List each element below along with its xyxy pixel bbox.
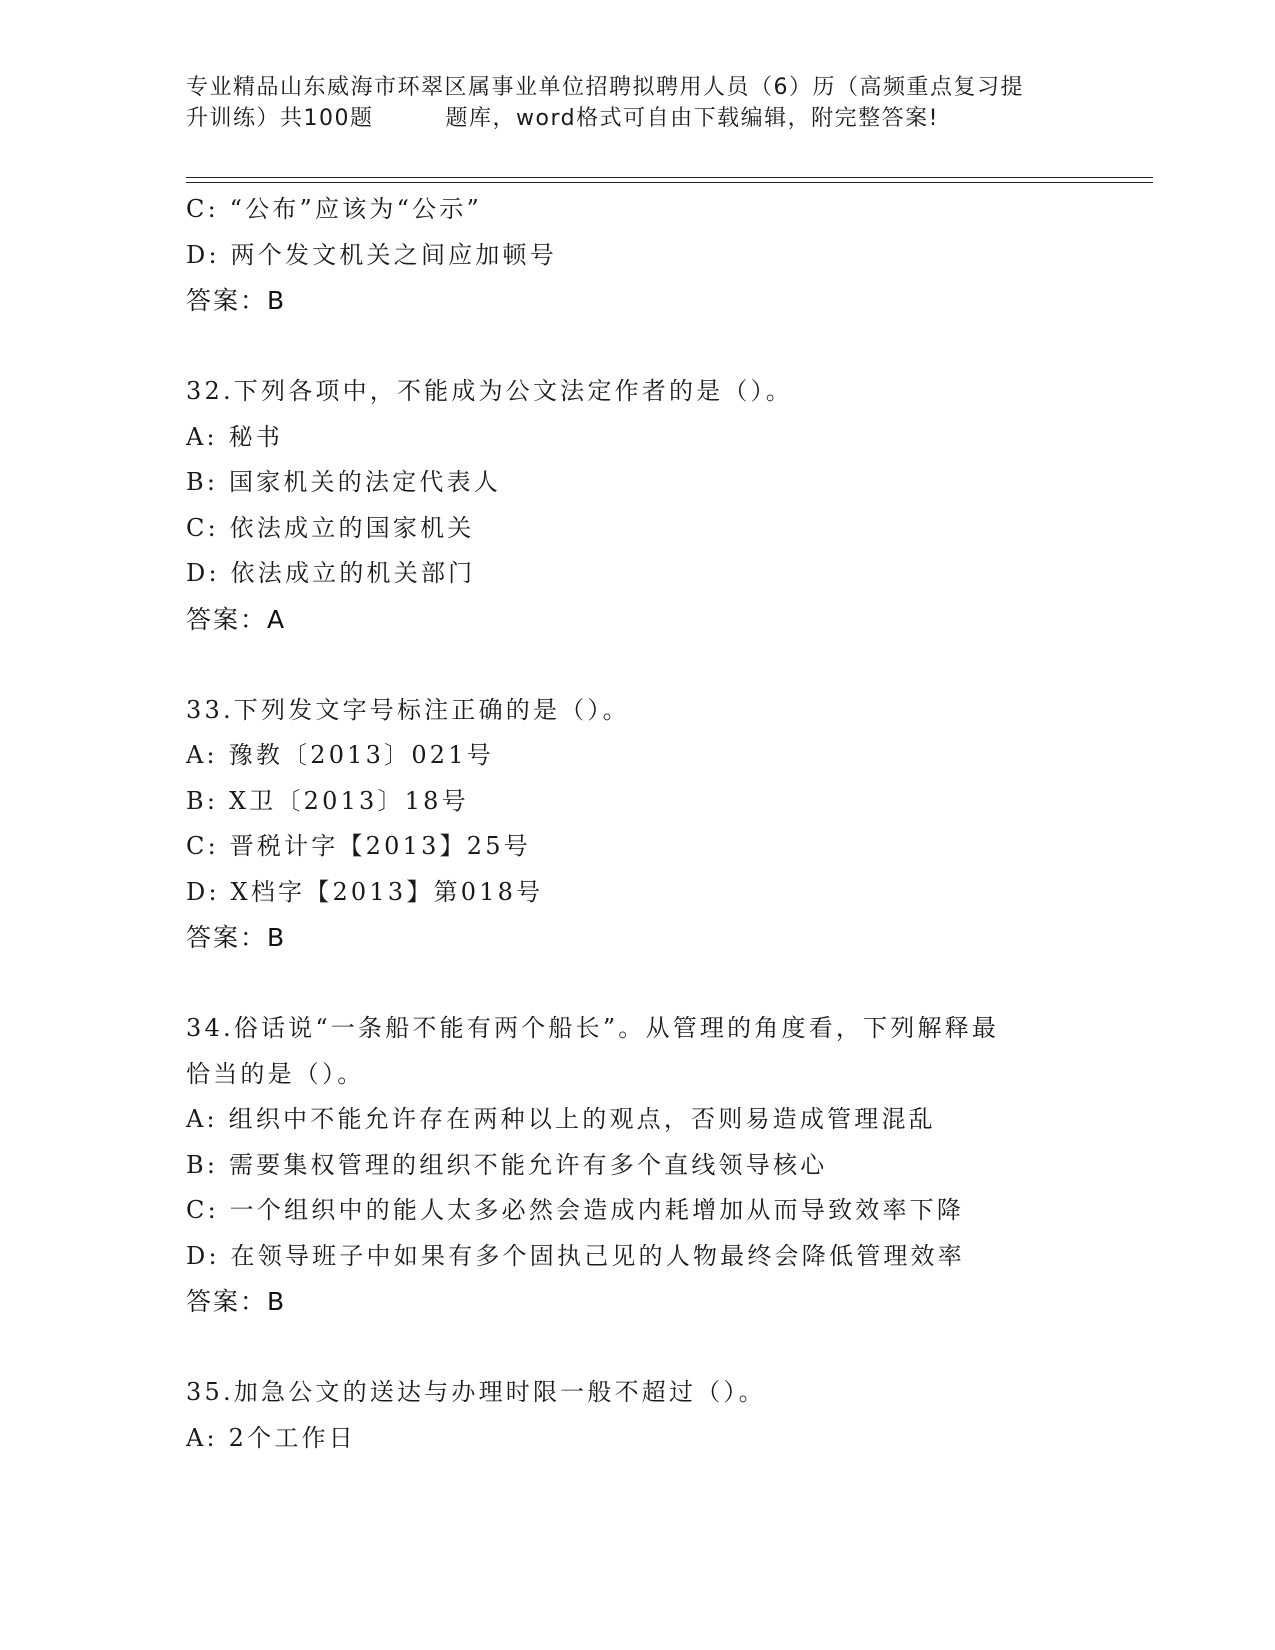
option-d: D: 两个发文机关之间应加顿号 — [186, 240, 557, 269]
option-a: A: 秘书 — [186, 422, 284, 451]
question-text: 32.下列各项中，不能成为公文法定作者的是（）。 — [186, 377, 793, 405]
question-block — [186, 1006, 1086, 1325]
question-block — [186, 369, 1086, 642]
option-a: A: 2个工作日 — [186, 1423, 356, 1452]
answer-label: 答案：B — [186, 1287, 287, 1316]
option-c: C: “公布”应该为“公示” — [186, 195, 482, 223]
option-b: B: 国家机关的法定代表人 — [186, 468, 501, 496]
page-header — [186, 72, 1086, 134]
header-line-2-right: 题库，word格式可自由下载编辑，附完整答案! — [445, 106, 939, 131]
question-text: 33.下列发文字号标注正确的是（）。 — [186, 695, 630, 724]
option-c: C: 一个组织中的能人太多必然会造成内耗增加从而导致效率下降 — [186, 1196, 965, 1224]
question-text: 34.俗话说“一条船不能有两个船长”。从管理的角度看，下列解释最 — [186, 1014, 1000, 1042]
header-divider-bottom — [186, 182, 1153, 183]
header-divider-top — [186, 177, 1153, 178]
option-a: A: 组织中不能允许存在两种以上的观点，否则易造成管理混乱 — [186, 1105, 936, 1133]
block-spacer — [186, 324, 1086, 370]
option-b: B: X卫〔2013〕18号 — [186, 786, 469, 815]
option-c: C: 依法成立的国家机关 — [186, 513, 475, 542]
option-c: C: 晋税计字【2013】25号 — [186, 832, 531, 860]
block-spacer — [186, 642, 1086, 688]
option-d: D: 在领导班子中如果有多个固执己见的人物最终会降低管理效率 — [186, 1241, 965, 1270]
option-b: B: 需要集权管理的组织不能允许有多个直线领导核心 — [186, 1150, 828, 1179]
question-text: 35.加急公文的送达与办理时限一般不超过（）。 — [186, 1378, 766, 1406]
block-spacer — [186, 961, 1086, 1007]
question-block — [186, 1370, 1086, 1461]
question-block — [186, 688, 1086, 961]
option-d: D: X档字【2013】第018号 — [186, 877, 544, 906]
answer-label: 答案：A — [186, 604, 287, 634]
answer-label: 答案：B — [186, 923, 287, 952]
question-block — [186, 187, 1086, 324]
option-d: D: 依法成立的机关部门 — [186, 559, 476, 587]
header-line-2 — [186, 103, 1086, 134]
answer-label: 答案：B — [186, 286, 287, 315]
header-line-1: 专业精品山东威海市环翠区属事业单位招聘拟聘用人员（6）历（高频重点复习提 — [186, 75, 1024, 100]
option-a: A: 豫教〔2013〕021号 — [186, 741, 494, 769]
question-list — [186, 187, 1086, 1461]
question-text-continued: 恰当的是（）。 — [186, 1059, 365, 1088]
header-line-2-left: 升训练）共100题 — [186, 106, 374, 131]
block-spacer — [186, 1325, 1086, 1371]
